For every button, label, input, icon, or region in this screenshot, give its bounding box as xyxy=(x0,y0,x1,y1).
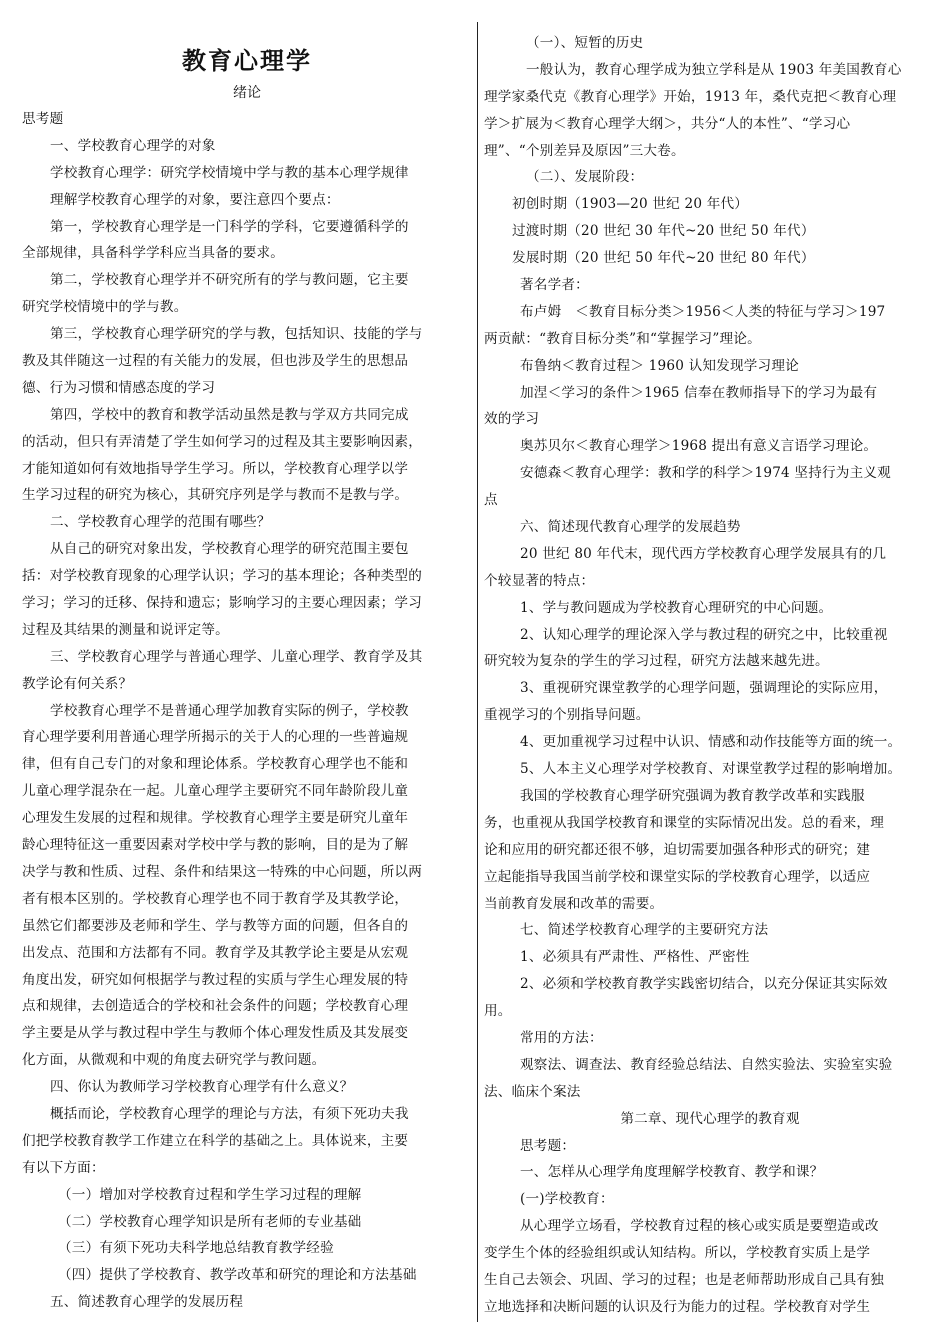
left-column xyxy=(22,0,472,1316)
text-line: 思考题： xyxy=(520,1137,576,1154)
list-item: 3、重视研究课堂教学的心理学问题，强调理论的实际应用， xyxy=(520,680,888,697)
section-heading: 五、简述教育心理学的发展历程 xyxy=(50,1294,244,1311)
list-item: 4、更加重视学习过程中认识、情感和动作技能等方面的统一。 xyxy=(520,734,902,751)
text-line: 变学生个体的经验组织或认知结构。所以，学校教育实质上是学 xyxy=(484,1245,871,1262)
text-line: 角度出发，研究如何根据学与教过程的实质与学生心理发展的特 xyxy=(22,971,409,988)
section-heading: 六、简述现代教育心理学的发展趋势 xyxy=(520,519,741,536)
section-heading: 二、学校教育心理学的范围有哪些？ xyxy=(50,514,271,531)
text-line: 常用的方法： xyxy=(520,1029,603,1046)
text-line: 学校教育心理学不是普通心理学加教育实际的例子，学校教 xyxy=(50,702,409,719)
text-line: 初创时期（1903—20 世纪 20 年代） xyxy=(512,196,749,213)
text-line: 我国的学校教育心理学研究强调为教育教学改革和实践服 xyxy=(520,787,865,804)
text-line: 研究学校情境中的学与教。 xyxy=(22,299,188,316)
text-line: 过程及其结果的测量和说评定等。 xyxy=(22,621,229,638)
text-line: 从自己的研究对象出发，学校教育心理学的研究范围主要包 xyxy=(50,541,409,558)
text-line: 龄心理特征这一重要因素对学校中学与教的影响，目的是为了解 xyxy=(22,837,409,854)
text-line: 者有根本区别的。学校教育心理学也不同于教育学及其教学论， xyxy=(22,890,409,907)
text-line: 们把学校教育教学工作建立在科学的基础之上。具体说来，主要 xyxy=(22,1132,409,1149)
text-line: 加涅＜学习的条件＞1965 信奉在教师指导下的学习为最有 xyxy=(520,384,878,401)
text-line: 出发点、范围和方法都有不同。教育学及其教学论主要是从宏观 xyxy=(22,944,409,961)
text-line: 务，也重视从我国学校教育和课堂的实际情况出发。总的看来，理 xyxy=(484,814,885,831)
list-item: （四）提供了学校教育、教学改革和研究的理论和方法基础 xyxy=(58,1267,417,1284)
text-line: 育心理学要利用普通心理学所揭示的关于人的心理的一些普遍规 xyxy=(22,729,409,746)
text-line: 第四，学校中的教育和教学活动虽然是教与学双方共同完成 xyxy=(50,406,409,423)
text-line: 生自己去领会、巩固、学习的过程；也是老师帮助形成自己具有独 xyxy=(484,1271,885,1288)
text-line: 观察法、调查法、教育经验总结法、自然实验法、实验室实验 xyxy=(520,1056,893,1073)
text-line: 20 世纪 80 年代末，现代西方学校教育心理学发展具有的几 xyxy=(520,545,887,562)
text-line: 奥苏贝尔＜教育心理学＞1968 提出有意义言语学习理论。 xyxy=(520,438,878,455)
text-line: 学＞扩展为＜教育心理学大纲＞，共分“人的本性”、“学习心 xyxy=(484,115,851,132)
text-line: 重视学习的个别指导问题。 xyxy=(484,707,650,724)
list-item: 1、必须具有严肃性、严格性、严密性 xyxy=(520,949,750,966)
text-line: 布鲁纳＜教育过程＞ 1960 认知发现学习理论 xyxy=(520,357,799,374)
text-line: 论和应用的研究都还很不够，迫切需要加强各种形式的研究；建 xyxy=(484,841,871,858)
text-line: 发展时期（20 世纪 50 年代~20 世纪 80 年代） xyxy=(512,250,815,267)
text-line: 布卢姆 ＜教育目标分类＞1956＜人类的特征与学习＞197 xyxy=(520,303,886,320)
column-divider xyxy=(477,22,478,1322)
text-line: 法、临床个案法 xyxy=(484,1083,581,1100)
text-line: 心理发生发展的过程和规律。学校教育心理学主要是研究儿童年 xyxy=(22,810,409,827)
text-line: 学主要是从学与教过程中学生与教师个体心理发性质及其发展变 xyxy=(22,1025,409,1042)
section-heading: 一、怎样从心理学角度理解学校教育、教学和课？ xyxy=(520,1164,824,1181)
section-heading: 三、学校教育心理学与普通心理学、儿童心理学、教育学及其 xyxy=(50,648,423,665)
text-line: 两贡献：“教育目标分类”和“掌握学习”理论。 xyxy=(484,330,761,347)
list-item: （二）学校教育心理学知识是所有老师的专业基础 xyxy=(58,1213,362,1230)
text-line: 用。 xyxy=(484,1003,512,1020)
subsection-heading: （一）、短暂的历史 xyxy=(526,35,644,51)
text-line: 从心理学立场看，学校教育过程的核心或实质是要塑造或改 xyxy=(520,1218,879,1235)
text-line: 点 xyxy=(484,492,498,509)
text-line: 德、行为习惯和情感态度的学习 xyxy=(22,379,216,396)
text-line: 虽然它们都要涉及老师和学生、学与教等方面的问题，但各自的 xyxy=(22,917,409,934)
list-item: （一）增加对学校教育过程和学生学习过程的理解 xyxy=(58,1186,362,1203)
subsection-heading: （二）、发展阶段： xyxy=(526,169,644,186)
text-line: 学习；学习的迁移、保持和遗忘；影响学习的主要心理因素；学习 xyxy=(22,595,423,612)
text-line: 教学论有何关系？ xyxy=(22,675,133,692)
text-line: 思考题 xyxy=(22,111,64,127)
text-line: 安德森＜教育心理学：教和学的科学＞1974 坚持行为主义观 xyxy=(520,465,891,482)
text-line: 立起能指导我国当前学校和课堂实际的学校教育心理学，以适应 xyxy=(484,868,871,885)
text-line: 当前教育发展和改革的需要。 xyxy=(484,895,664,912)
text-line: 有以下方面： xyxy=(22,1159,105,1176)
text-line: 个较显著的特点： xyxy=(484,572,595,589)
list-item: 5、人本主义心理学对学校教育、对课堂教学过程的影响增加。 xyxy=(520,761,902,778)
subsection-heading: (一)学校教育： xyxy=(520,1191,614,1208)
section-heading: 四、你认为教师学习学校教育心理学有什么意义？ xyxy=(50,1079,354,1096)
section-heading: 七、简述学校教育心理学的主要研究方法 xyxy=(520,922,769,939)
text-line: 理”、“个别差异及原因”三大卷。 xyxy=(484,142,685,159)
text-line: 第二，学校教育心理学并不研究所有的学与教问题，它主要 xyxy=(50,272,409,289)
chapter-heading: 第二章、现代心理学的教育观 xyxy=(620,1110,800,1127)
text-line: 第三，学校教育心理学研究的学与教，包括知识、技能的学与 xyxy=(50,326,423,343)
section-heading: 一、学校教育心理学的对象 xyxy=(50,137,216,154)
text-line: 儿童心理学混杂在一起。儿童心理学主要研究不同年龄阶段儿童 xyxy=(22,783,409,800)
text-line: 律，但有自己专门的对象和理论体系。学校教育心理学也不能和 xyxy=(22,756,409,773)
list-item: 2、认知心理学的理论深入学与教过程的研究之中，比较重视 xyxy=(520,626,888,643)
text-line: 教及其伴随这一过程的有关能力的发展，但也涉及学生的思想品 xyxy=(22,353,409,370)
text-line: 理解学校教育心理学的对象，要注意四个要点： xyxy=(50,191,340,208)
text-line: 立地选择和决断问题的认识及行为能力的过程。学校教育对学生 xyxy=(484,1298,871,1315)
text-line: 点和规律，去创造适合的学校和社会条件的问题；学校教育心理 xyxy=(22,998,409,1015)
text-line: 过渡时期（20 世纪 30 年代~20 世纪 50 年代） xyxy=(512,223,815,240)
list-item: 1、学与教问题成为学校教育心理研究的中心问题。 xyxy=(520,599,833,616)
chapter-subtitle: 绪论 xyxy=(233,85,261,101)
document-title: 教育心理学 xyxy=(182,47,312,75)
text-line: 化方面，从微观和中观的角度去研究学与教问题。 xyxy=(22,1052,326,1069)
text-line: 概括而论，学校教育心理学的理论与方法，有须下死功夫我 xyxy=(50,1105,409,1122)
text-line: 才能知道如何有效地指导学生学习。所以，学校教育心理学以学 xyxy=(22,460,409,477)
text-line: 第一，学校教育心理学是一门科学的学科，它要遵循科学的 xyxy=(50,218,409,235)
text-line: 的活动，但只有弄清楚了学生如何学习的过程及其主要影响因素， xyxy=(22,433,423,450)
list-item: （三）有须下死功夫科学地总结教育教学经验 xyxy=(58,1240,334,1257)
text-line: 效的学习 xyxy=(484,411,540,428)
text-line: 研究较为复杂的学生的学习过程，研究方法越来越先进。 xyxy=(484,653,829,670)
text-line: 著名学者： xyxy=(520,277,589,294)
text-line: 学校教育心理学：研究学校情境中学与教的基本心理学规律 xyxy=(50,164,409,181)
list-item: 2、必须和学校教育教学实践密切结合，以充分保证其实际效 xyxy=(520,976,888,993)
text-line: 生学习过程的研究为核心，其研究序列是学与教而不是教与学。 xyxy=(22,487,409,504)
text-line: 理学家桑代克《教育心理学》开始，1913 年，桑代克把＜教育心理 xyxy=(484,88,897,105)
text-line: 括：对学校教育现象的心理学认识；学习的基本理论；各种类型的 xyxy=(22,568,423,585)
text-line: 全部规律，具备科学学科应当具备的要求。 xyxy=(22,245,285,262)
right-column xyxy=(484,0,936,1321)
text-line: 决学与教和性质、过程、条件和结果这一特殊的中心问题，所以两 xyxy=(22,863,423,880)
text-line: 一般认为，教育心理学成为独立学科是从 1903 年美国教育心 xyxy=(526,61,902,78)
